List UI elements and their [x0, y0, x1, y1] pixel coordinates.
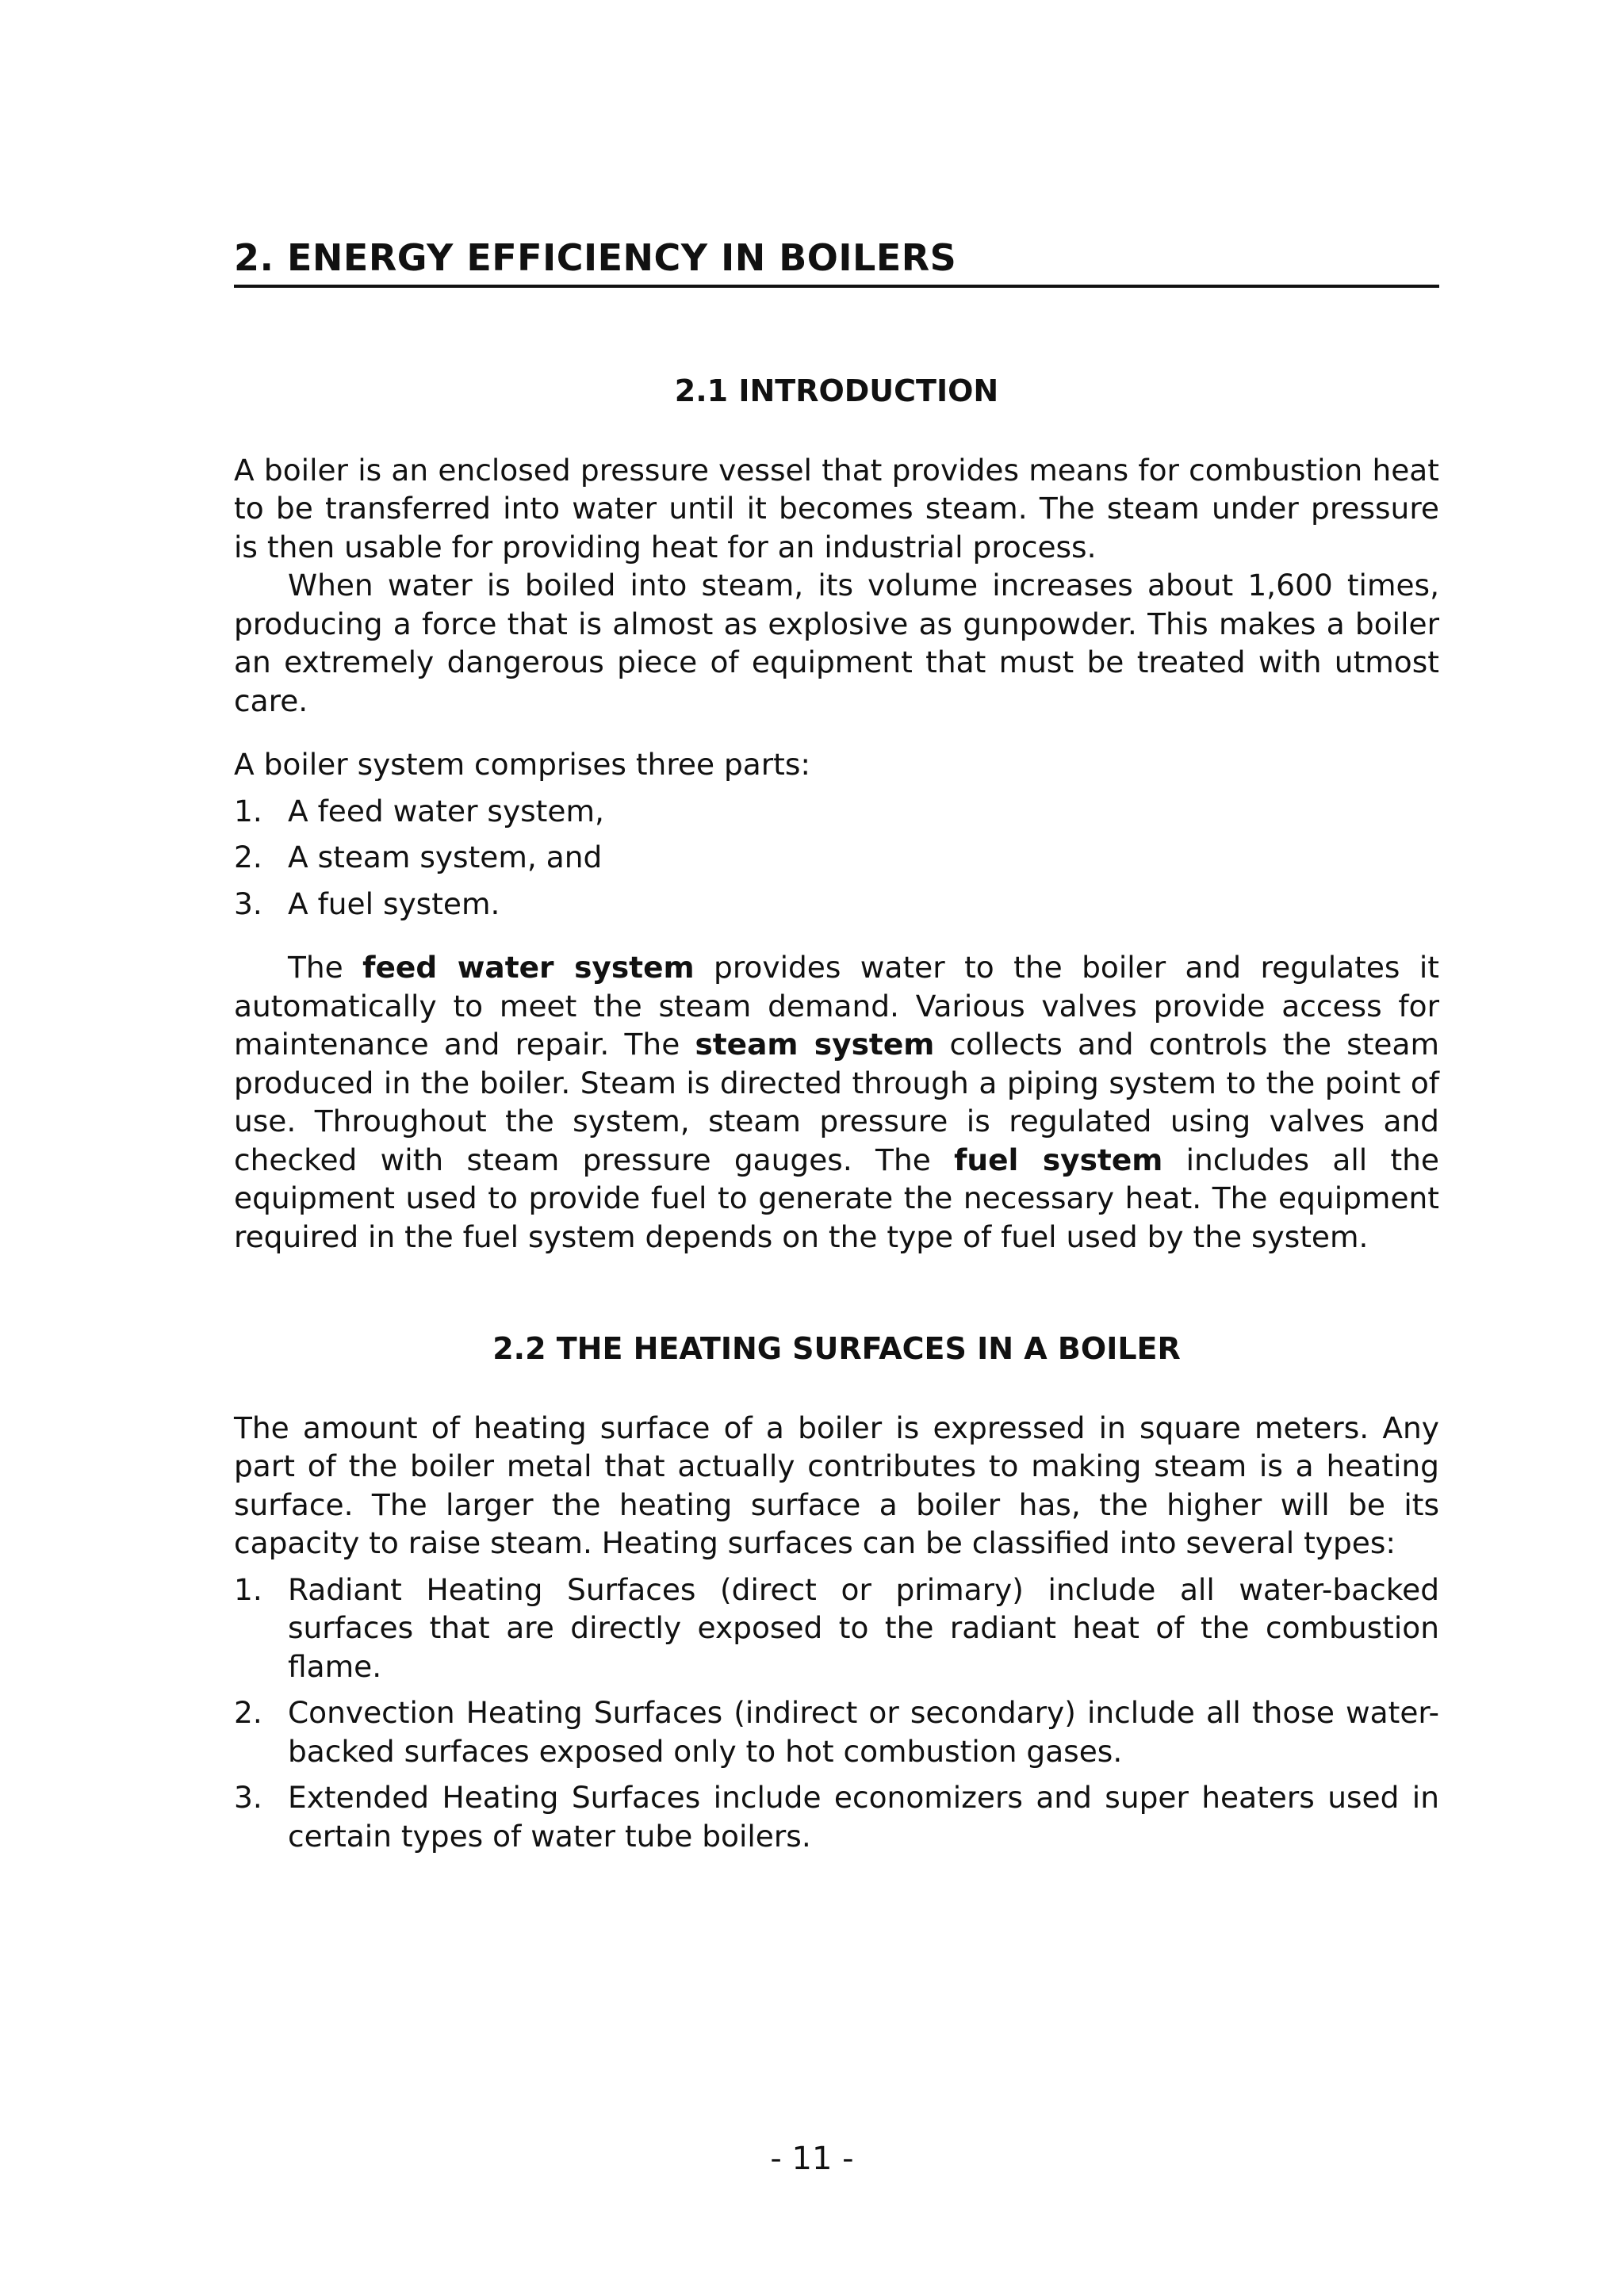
list-item-number: 3. — [234, 1780, 262, 1816]
heating-surfaces-paragraph: The amount of heating surface of a boiler is expressed in square meters. Any part of the boiler metal that actually contributes to making steam is a heating surface. The larger the heating surface a boiler has, the higher will be its capacity to raise steam. Heating surfaces can be classified into several types: — [234, 1410, 1439, 1561]
list-item-number: 1. — [234, 793, 262, 828]
list-item-text: Convection Heating Surfaces (indirect or secondary) include all those water-backed surfaces exposed only to hot combustion gases. — [288, 1695, 1439, 1769]
list-item — [234, 1693, 1439, 1770]
list-item-text: A feed water system, — [288, 793, 604, 828]
list-item — [234, 1571, 1439, 1686]
systems-text-2: provides water to the boiler and regulates it automatically to meet the steam demand. Various valves provide access for maintenance and repair. The — [234, 950, 1440, 1062]
section-heading-introduction: 2.1 INTRODUCTION — [674, 373, 999, 409]
list-item — [234, 792, 1439, 831]
page-number: - 11 - — [770, 2141, 854, 2177]
systems-paragraph — [234, 948, 1439, 1256]
page-content — [234, 236, 1439, 1855]
list-item-number: 2. — [234, 840, 262, 875]
list-item — [234, 1778, 1439, 1855]
parts-list-intro: A boiler system comprises three parts: — [234, 747, 811, 783]
section-heading-heating-surfaces: 2.2 THE HEATING SURFACES IN A BOILER — [492, 1331, 1181, 1367]
chapter-title: 2. ENERGY EFFICIENCY IN BOILERS — [234, 236, 1439, 288]
list-item-text: Extended Heating Surfaces include economizers and super heaters used in certain types of water tube boilers. — [288, 1780, 1439, 1854]
term-steam-system: steam system — [695, 1027, 935, 1062]
systems-text-1: The — [288, 950, 363, 985]
term-feed-water-system: feed water system — [362, 950, 695, 985]
intro-paragraph-2: When water is boiled into steam, its volume increases about 1,600 times, producing a force that is almost as explosive as gunpowder. This makes a boiler an extremely dangerous piece of equipment that must be treated with utmost care. — [234, 568, 1439, 718]
list-item-number: 1. — [234, 1571, 262, 1607]
list-item-text: A fuel system. — [288, 886, 500, 921]
boiler-parts-list — [234, 792, 1439, 924]
list-item-text: A steam system, and — [288, 840, 603, 875]
list-item — [234, 885, 1439, 924]
list-item — [234, 838, 1439, 877]
list-item-text: Radiant Heating Surfaces (direct or primary) include all water-backed surfaces that are directly exposed to the radiant heat of the combustion flame. — [288, 1571, 1439, 1684]
list-item-number: 2. — [234, 1695, 262, 1731]
intro-paragraph-1: A boiler is an enclosed pressure vessel that provides means for combustion heat to be transferred into water until it becomes steam. The steam under pressure is then usable for providing heat for an industrial process. — [234, 452, 1439, 564]
systems-text-4: includes all the equipment used to provide fuel to generate the necessary heat. The equipment required in the fuel system depends on the type of fuel used by the system. — [234, 1142, 1439, 1254]
term-fuel-system: fuel system — [954, 1142, 1163, 1177]
systems-text-3: collects and controls the steam produced in the boiler. Steam is directed through a piping system to the point of use. Throughout the system, steam pressure is regulated using valves and checked with steam pressure gauges. The — [234, 1027, 1439, 1177]
list-item-number: 3. — [234, 886, 262, 921]
heating-surface-types-list — [234, 1571, 1439, 1856]
